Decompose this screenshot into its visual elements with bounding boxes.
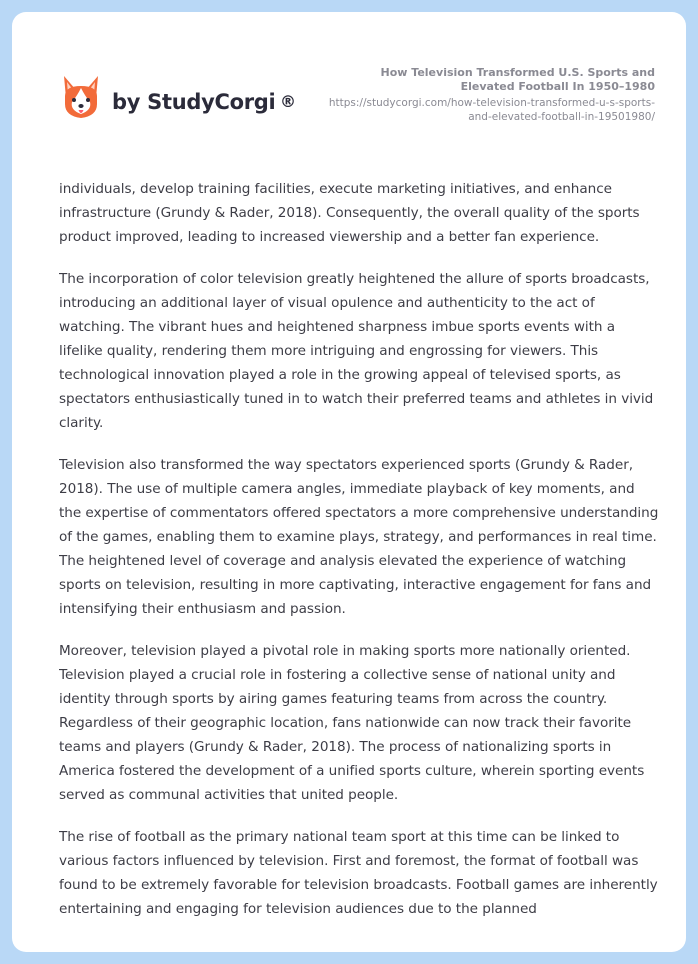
document-body <box>59 177 659 937</box>
paragraph: Moreover, television played a pivotal role in making sports more nationally oriented. Television played a crucial role in fostering a collective sense of national unity and identity through sports by airing games featuring teams from across the country. Regardless of their geographic location, fans nationwide can now track their favorite teams and players (Grundy & Rader, 2018). The process of nationalizing sports in America fostered the development of a unified sports culture, wherein sporting events served as communal activities that united people. <box>59 643 645 803</box>
paragraph: The rise of football as the primary national team sport at this time can be linked to various factors influenced by television. First and foremost, the format of football was found to be extremely favorable for television broadcasts. Football games are inherently entertaining and engaging for television audiences due to the planned <box>59 829 658 917</box>
paragraph: The incorporation of color television greatly heightened the allure of sports broadcasts, introducing an additional layer of visual opulence and authenticity to the act of watching. The vibrant hues and heightened sharpness imbue sports events with a lifelike quality, rendering them more intriguing and engrossing for viewers. This technological innovation played a role in the growing appeal of televised sports, as spectators enthusiastically tuned in to watch their preferred teams and athletes in vivid clarity. <box>59 271 654 431</box>
brand-name: by StudyCorgi <box>112 90 276 114</box>
corgi-dog-logo-icon <box>60 74 102 122</box>
registered-mark: ® <box>280 92 296 111</box>
document-page <box>12 12 686 952</box>
page-header <box>12 12 686 162</box>
paragraph: Television also transformed the way spectators experienced sports (Grundy & Rader, 2018). The use of multiple camera angles, immediate playback of key moments, and the expertise of commentators offered spectators a more comprehensive understanding of the games, enabling them to examine plays, strategy, and performances in real time. The heightened level of coverage and analysis elevated the experience of watching sports on television, resulting in more captivating, interactive engagement for fans and intensifying their enthusiasm and passion. <box>59 457 659 617</box>
document-url[interactable]: https://studycorgi.com/how-television-transformed-u-s-sports-and-elevated-football-in-19501980/ <box>328 97 655 123</box>
studycorgi-logo[interactable] <box>60 74 275 122</box>
paragraph: individuals, develop training facilities, execute marketing initiatives, and enhance infrastructure (Grundy & Rader, 2018). Consequently, the overall quality of the sports product improved, leading to increased viewership and a better fan experience. <box>59 181 640 245</box>
document-title: How Television Transformed U.S. Sports and Elevated Football In 1950–1980 <box>380 66 655 93</box>
document-info <box>325 66 655 124</box>
